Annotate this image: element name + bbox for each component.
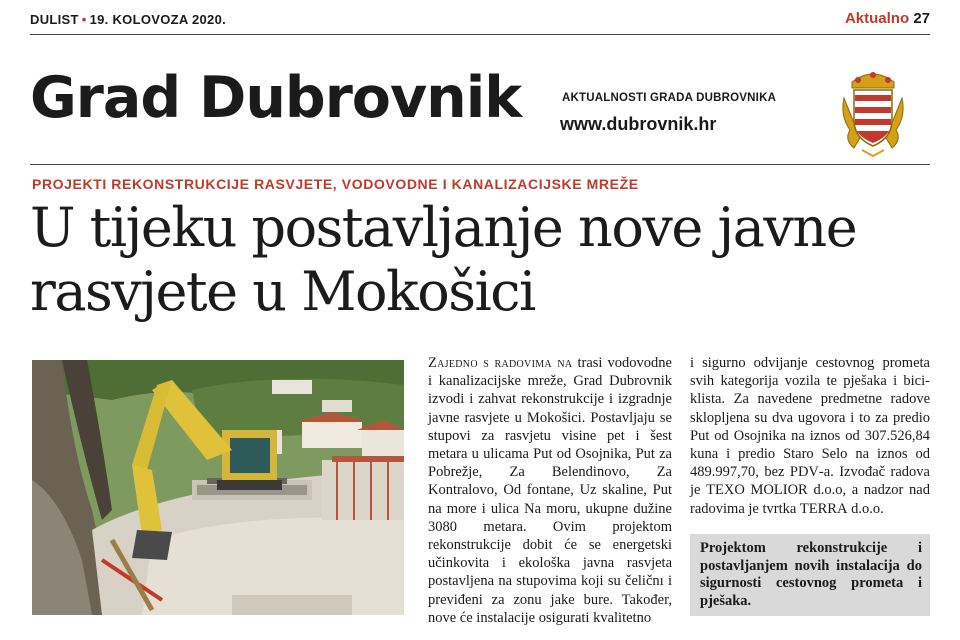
masthead-title: Grad Dubrovnik: [30, 65, 522, 131]
article-body-2b: -a. Izvođač radova je: [690, 464, 930, 499]
top-rule: [30, 34, 930, 35]
article-column-1: [428, 354, 672, 627]
pull-quote-box: [690, 534, 930, 616]
article-column-2: [690, 354, 930, 518]
pull-quote-text: Projektom rekonstrukcije i postavljanjem novih instalacija do sigurnosti cestovnog prometa i pješaka.: [700, 540, 922, 609]
article-body-2d: d.o.o.: [847, 500, 884, 517]
publication-name: DULIST: [30, 12, 79, 27]
article-kicker: PROJEKTI REKONSTRUKCIJE RASVJETE, VODOVODNE I KANALIZACIJSKE MREŽE: [32, 176, 639, 192]
masthead-website: www.dubrovnik.hr: [560, 114, 717, 134]
masthead-rule: [30, 164, 930, 165]
article-lead-in: Zajedno s radovima na: [428, 355, 573, 371]
section-header: [845, 10, 930, 27]
article-body-1: trasi vodovodne i kanalizacijske mreže, Grad Dubrovnik izvodi i zahvat rekonstrukcije i izgradnje javne rasvjete u Mokošici. Postavljaju se stupovi za rasvjetu visine pet i šest metara u ulicama Put od Osojnika, Put za Pobrežje, Za Belendinovo, Za Kontralovo, Od fontane, Uz skaline, Put na more i ulica Na moru, ukupne dužine 3080 metara. Ovim projektom rekonstrukcije dobit će se energetski učinkovita i ekološka javna rasvjeta postavljena na stupovima koji su čeličnı i previđeni za zonu jake bure. Također, nove će instalacije osigurati kvalitetno: [428, 355, 672, 626]
separator-dot: •: [81, 12, 87, 27]
abbr-pdv: PDV: [789, 464, 819, 481]
issue-date: 19. KOLOVOZA 2020.: [89, 12, 227, 27]
article-headline: U tijeku postavljanje nove javne rasvjete u Mokošici: [30, 196, 857, 323]
supervisor-name: TERRA: [799, 500, 848, 517]
masthead-tagline: AKTUALNOSTI GRADA DUBROVNIKA: [562, 92, 777, 104]
article-photo: [32, 360, 404, 615]
article-body-2a: i sigurno odvijanje cestovnog prometa svih kategorija vozila te pješaka i biciklista. Za navedene predmetne radove sklopljena su dva ugovora i to za predio Put od Osojnika na iznos od 307.526,84 kuna i predio Staro Selo na iznos od 489.997,70, bez: [690, 355, 930, 481]
section-name: Aktualno: [844, 10, 910, 27]
page-number: 27: [913, 10, 930, 27]
contractor-name: TEXO MOLIOR: [706, 482, 808, 499]
city-crest-icon: [838, 68, 908, 158]
article-body-2c: d.o.o, a nadzor nad radovima je tvrtka: [690, 482, 930, 517]
issue-line: [30, 12, 226, 27]
